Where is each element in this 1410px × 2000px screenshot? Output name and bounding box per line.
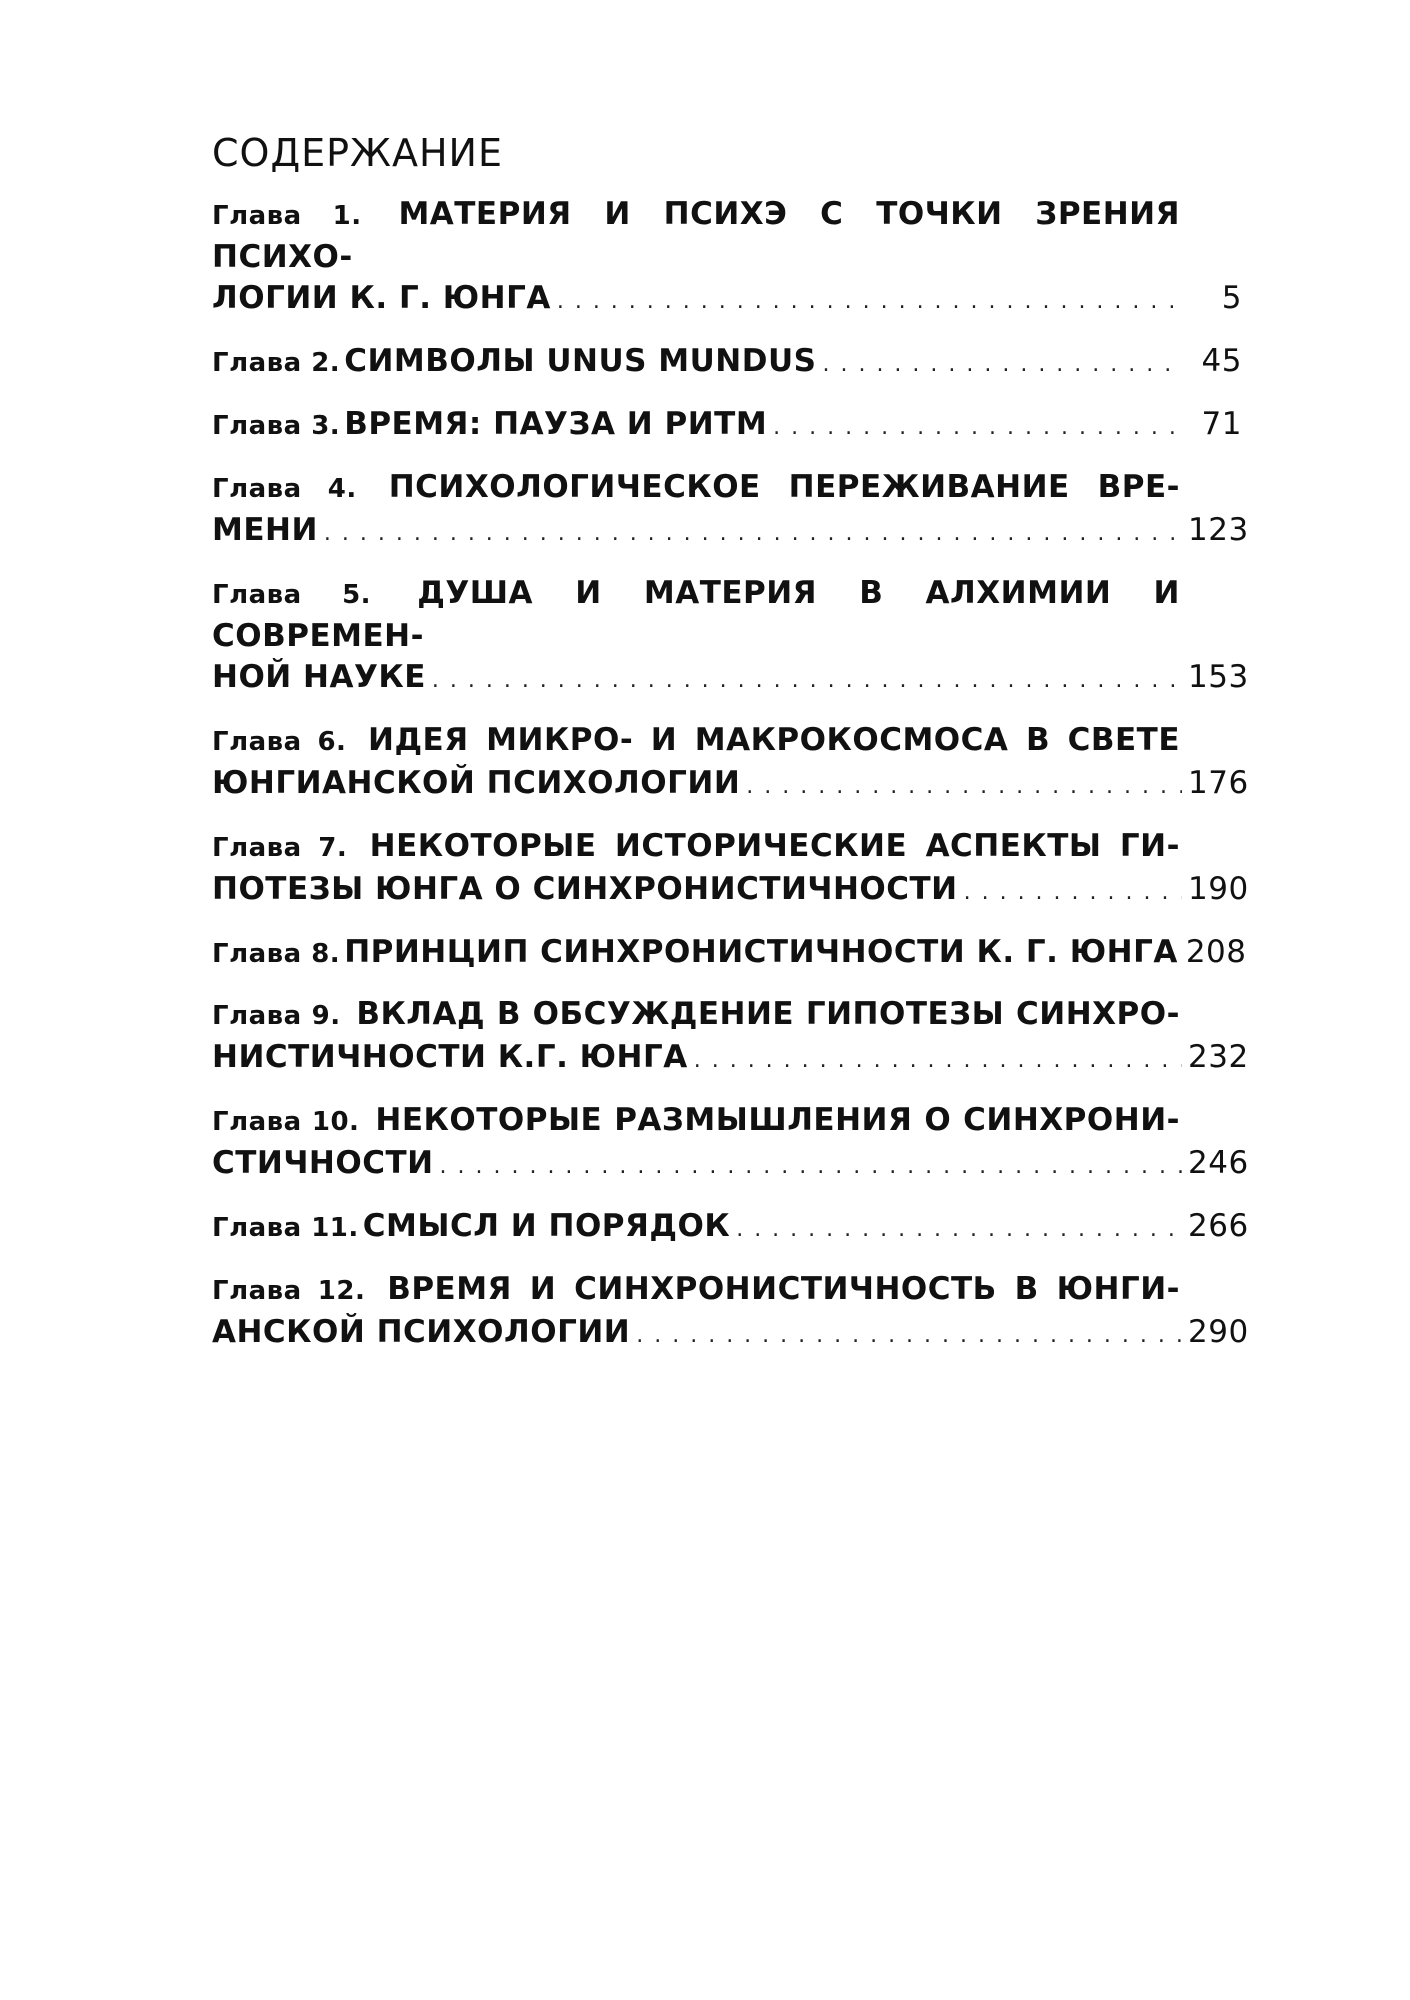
page-number: 123 [1188, 512, 1249, 548]
toc-entry-first-line [212, 1269, 1180, 1312]
toc-list [212, 194, 1249, 1356]
page-number: 153 [1188, 659, 1249, 695]
chapter-label: Глава 8. [212, 939, 341, 969]
toc-entry-line [212, 1206, 1249, 1250]
toc-entry-first-line [212, 1100, 1180, 1143]
toc-entry-first-line [212, 720, 1180, 763]
chapter-title-part2: НИСТИЧНОСТИ К.Г. ЮНГА [212, 1039, 688, 1075]
page-number: 246 [1188, 1145, 1249, 1181]
toc-entry[interactable] [212, 573, 1249, 701]
page-number: 266 [1188, 1208, 1249, 1244]
dot-leader [440, 1146, 1182, 1187]
chapter-label: Глава 7. [212, 833, 348, 863]
toc-entry-second-line [212, 278, 1242, 322]
dot-leader [822, 344, 1182, 385]
chapter-title-part2: ПОТЕЗЫ ЮНГА О СИНХРОНИСТИЧНОСТИ [212, 871, 958, 907]
toc-entry-second-line [212, 869, 1249, 913]
chapter-title: СИМВОЛЫ UNUS MUNDUS [344, 343, 817, 379]
toc-entry-line [212, 341, 1242, 385]
chapter-title-part2: ЛОГИИ К. Г. ЮНГА [212, 280, 551, 316]
chapter-label: Глава 11. [212, 1213, 359, 1243]
chapter-title: СМЫСЛ И ПОРЯДОК [362, 1208, 731, 1244]
chapter-title-part1: ПСИХОЛОГИЧЕСКОЕ ПЕРЕЖИВАНИЕ ВРЕ- [388, 469, 1180, 505]
chapter-label: Глава 10. [212, 1107, 360, 1137]
toc-entry[interactable] [212, 932, 1247, 975]
chapter-title-part2: АНСКОЙ ПСИХОЛОГИИ [212, 1314, 631, 1350]
page-number: 208 [1185, 934, 1247, 970]
chapter-label: Глава 6. [212, 727, 347, 757]
chapter-title-part1: НЕКОТОРЫЕ ИСТОРИЧЕСКИЕ АСПЕКТЫ ГИ- [369, 828, 1180, 864]
chapter-label: Глава 12. [212, 1276, 366, 1306]
chapter-label: Глава 2. [212, 348, 341, 378]
dot-leader [636, 1315, 1182, 1356]
dot-leader [432, 660, 1182, 701]
dot-leader [694, 1040, 1182, 1081]
toc-entry-second-line [212, 1143, 1249, 1187]
toc-entry-second-line [212, 657, 1249, 701]
page-number: 71 [1201, 406, 1242, 442]
dot-leader [746, 766, 1182, 807]
chapter-title-part1: ВКЛАД В ОБСУЖДЕНИЕ ГИПОТЕЗЫ СИНХРО- [356, 996, 1180, 1032]
chapter-label: Глава 5. [212, 580, 372, 610]
page-number: 45 [1201, 343, 1242, 379]
chapter-title-part1: ИДЕЯ МИКРО- И МАКРОКОСМОСА В СВЕТЕ [368, 722, 1180, 758]
chapter-title-part2: МЕНИ [212, 512, 318, 548]
chapter-title-part2: ЮНГИАНСКОЙ ПСИХОЛОГИИ [212, 765, 741, 801]
toc-entry[interactable] [212, 404, 1242, 448]
chapter-label: Глава 4. [212, 474, 357, 504]
page-number: 290 [1188, 1314, 1249, 1350]
chapter-title-part1: НЕКОТОРЫЕ РАЗМЫШЛЕНИЯ О СИНХРОНИ- [375, 1102, 1181, 1138]
toc-entry[interactable] [212, 194, 1242, 322]
chapter-title-part1: ДУША И МАТЕРИЯ В АЛХИМИИ И СОВРЕМЕН- [212, 575, 1180, 654]
toc-entry-line [212, 932, 1247, 975]
toc-entry[interactable] [212, 1269, 1249, 1356]
chapter-label: Глава 1. [212, 201, 362, 231]
toc-entry-second-line [212, 1312, 1249, 1356]
toc-entry[interactable] [212, 1206, 1249, 1250]
toc-entry[interactable] [212, 1100, 1249, 1187]
page-number: 5 [1221, 280, 1242, 316]
chapter-title-part2: НОЙ НАУКЕ [212, 659, 426, 695]
dot-leader [557, 281, 1182, 322]
toc-entry-first-line [212, 994, 1180, 1037]
toc-entry-first-line [212, 573, 1180, 657]
toc-entry-second-line [212, 763, 1249, 807]
chapter-title-part1: ВРЕМЯ И СИНХРОНИСТИЧНОСТЬ В ЮНГИ- [387, 1271, 1181, 1307]
toc-title: СОДЕРЖАНИЕ [212, 131, 503, 175]
dot-leader [736, 1209, 1182, 1250]
toc-entry[interactable] [212, 994, 1249, 1081]
dot-leader [964, 872, 1182, 913]
toc-entry-first-line [212, 826, 1180, 869]
chapter-title: ПРИНЦИП СИНХРОНИСТИЧНОСТИ К. Г. ЮНГА [344, 934, 1178, 970]
toc-entry-first-line [212, 467, 1180, 510]
toc-entry[interactable] [212, 826, 1249, 913]
toc-entry[interactable] [212, 720, 1249, 807]
chapter-label: Глава 9. [212, 1001, 341, 1031]
chapter-title-part1: МАТЕРИЯ И ПСИХЭ С ТОЧКИ ЗРЕНИЯ ПСИХО- [212, 196, 1180, 275]
toc-entry[interactable] [212, 467, 1249, 554]
toc-entry-second-line [212, 510, 1249, 554]
chapter-label: Глава 3. [212, 411, 341, 441]
page-number: 176 [1188, 765, 1249, 801]
toc-entry[interactable] [212, 341, 1242, 385]
page-number: 232 [1188, 1039, 1249, 1075]
chapter-title: ВРЕМЯ: ПАУЗА И РИТМ [344, 406, 768, 442]
toc-entry-second-line [212, 1037, 1249, 1081]
dot-leader [773, 407, 1182, 448]
chapter-title-part2: СТИЧНОСТИ [212, 1145, 434, 1181]
toc-entry-line [212, 404, 1242, 448]
toc-page [212, 120, 1249, 1375]
dot-leader [324, 513, 1182, 554]
page-number: 190 [1188, 871, 1249, 907]
toc-entry-first-line [212, 194, 1180, 278]
